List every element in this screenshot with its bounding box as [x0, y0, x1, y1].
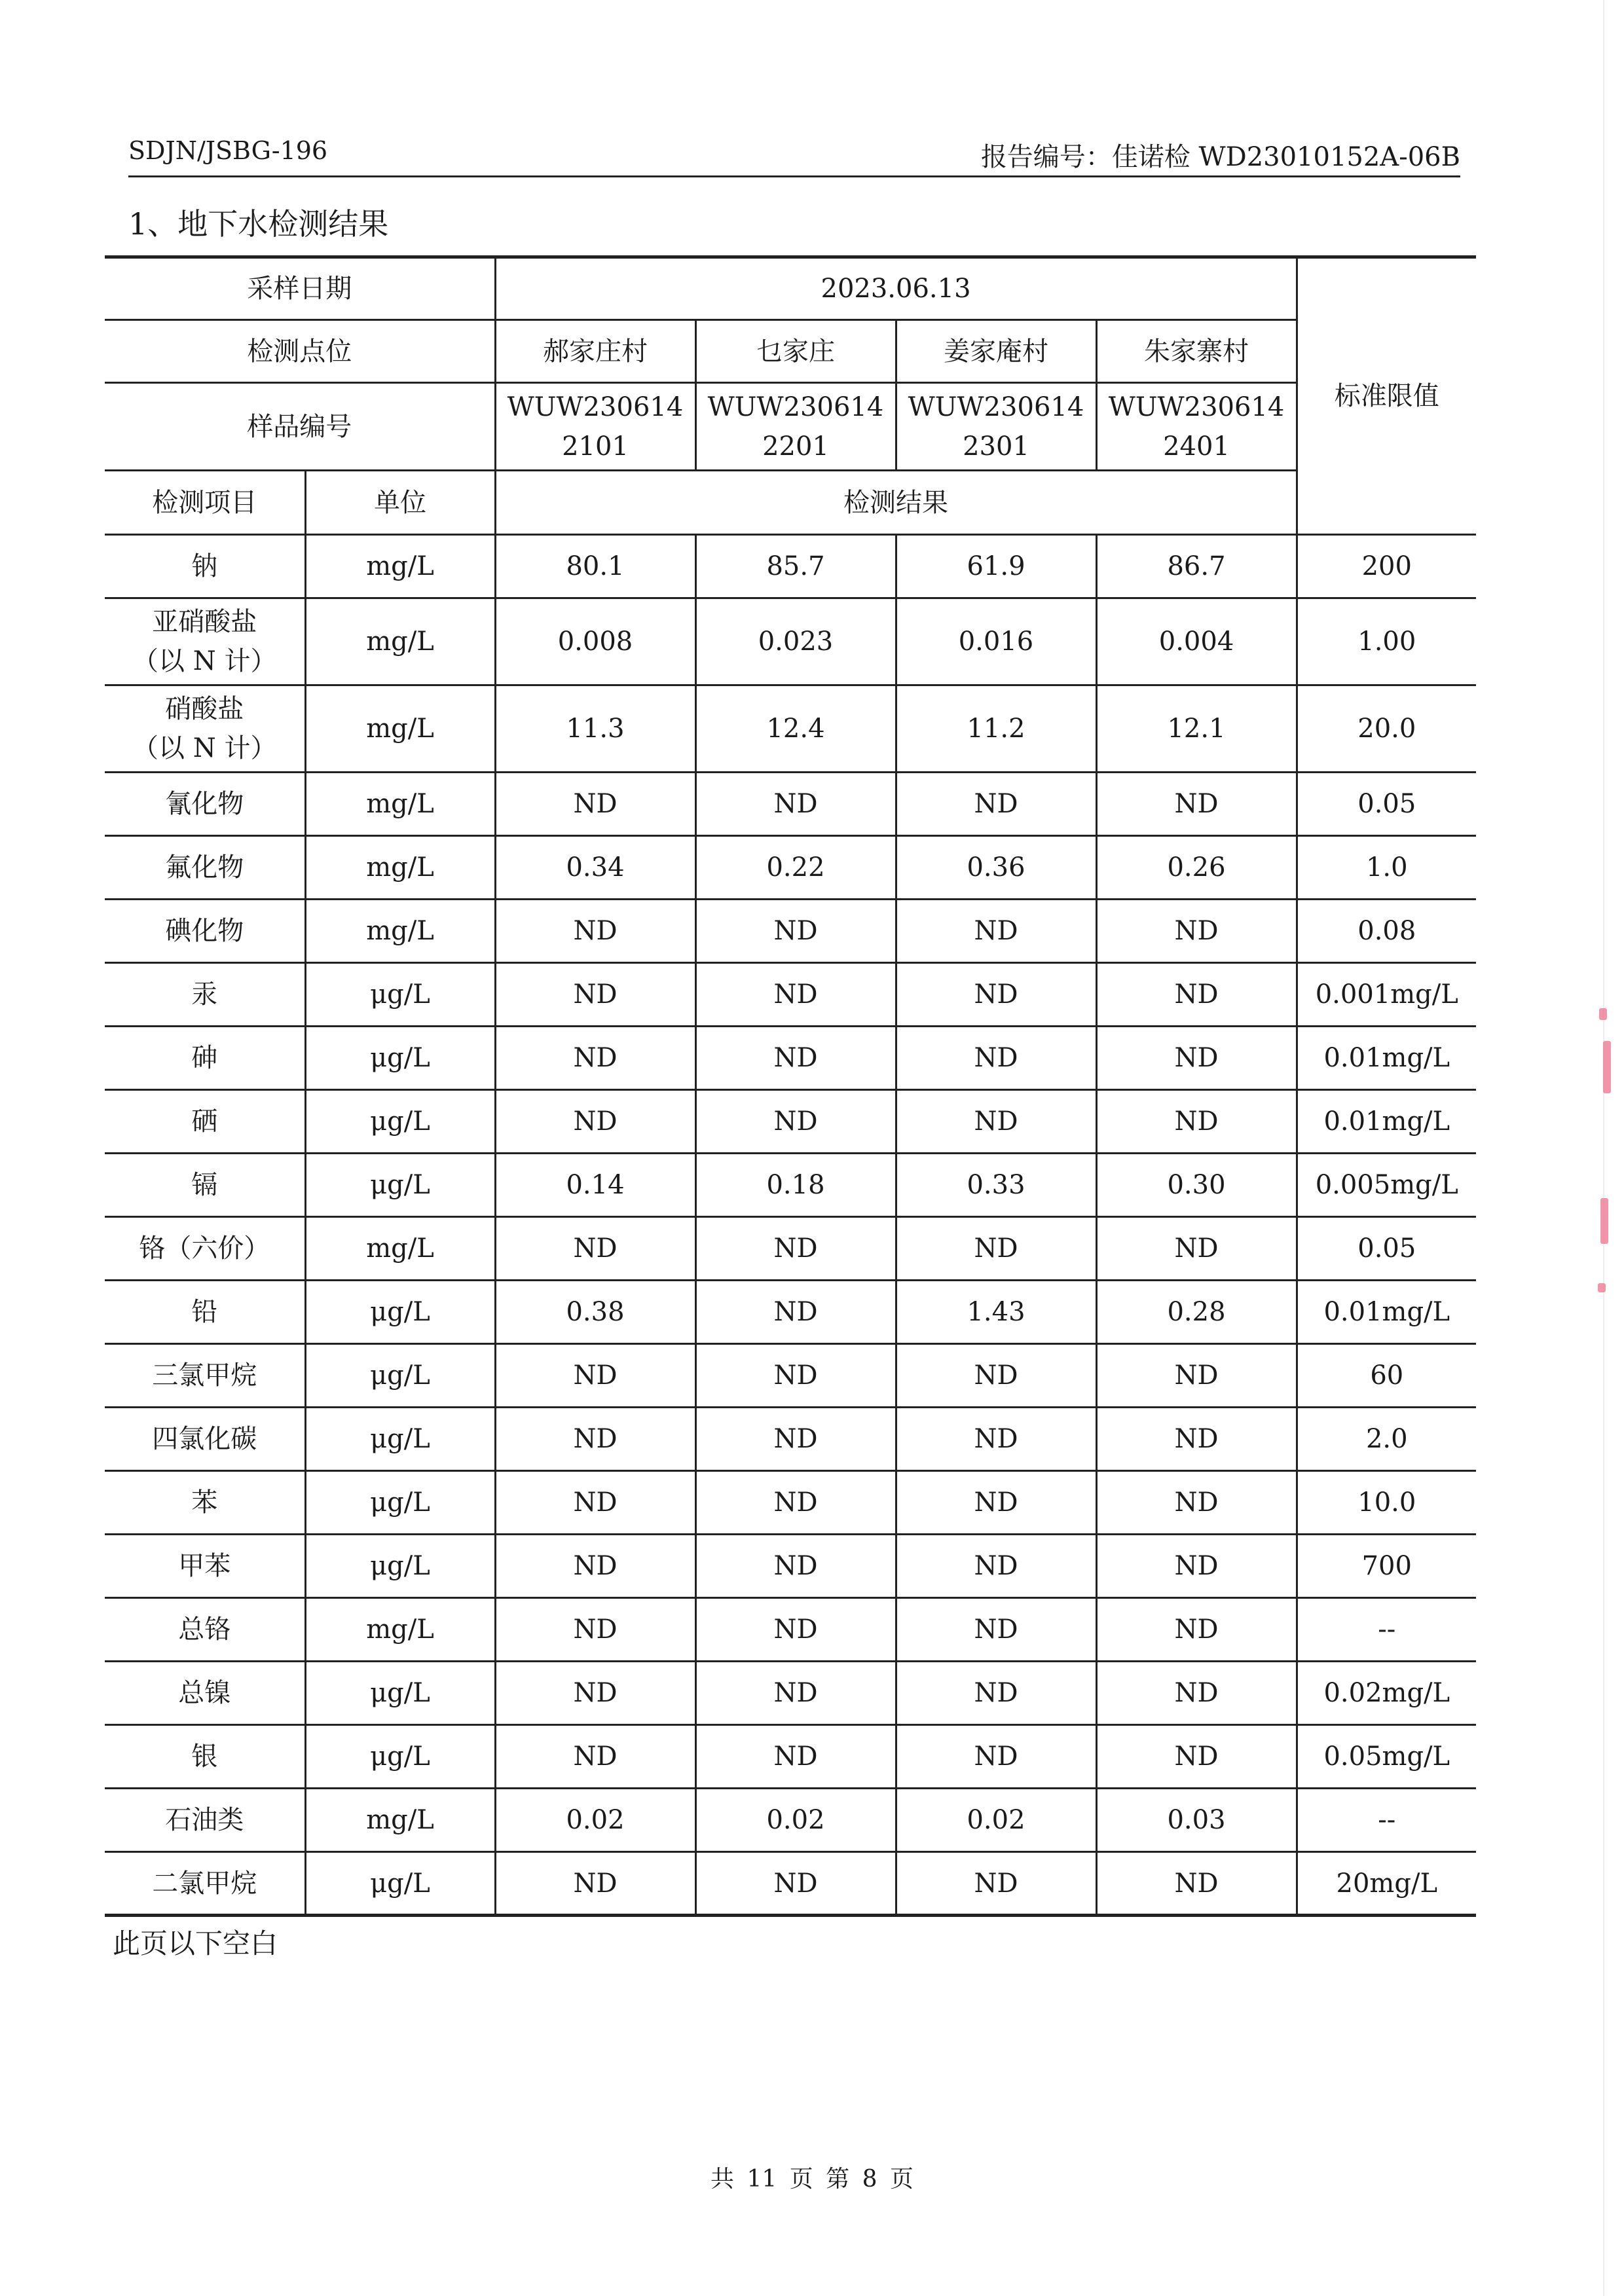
sampling-date-label: 采样日期	[105, 257, 495, 320]
result-cell: 61.9	[896, 535, 1096, 598]
report-number: 报告编号：佳诺检 WD23010152A-06B	[980, 142, 1460, 172]
unit-cell: mg/L	[305, 1789, 495, 1852]
limit-cell: 700	[1297, 1535, 1476, 1598]
limit-cell: 2.0	[1297, 1408, 1476, 1471]
result-cell: ND	[695, 1598, 896, 1662]
item-cell: 石油类	[105, 1789, 305, 1852]
table-row	[105, 1090, 1476, 1154]
result-cell: ND	[695, 1535, 896, 1598]
item-cell: 镉	[105, 1154, 305, 1217]
result-cell: ND	[1096, 1217, 1297, 1281]
table-row	[105, 1344, 1476, 1408]
item-cell: 氟化物	[105, 836, 305, 900]
result-cell: ND	[495, 963, 695, 1027]
result-cell: 0.03	[1096, 1789, 1297, 1852]
item-cell: 碘化物	[105, 900, 305, 963]
limit-cell: 60	[1297, 1344, 1476, 1408]
result-cell: ND	[1096, 1852, 1297, 1916]
result-cell: ND	[495, 1090, 695, 1154]
unit-cell: mg/L	[305, 685, 495, 773]
result-cell: ND	[495, 900, 695, 963]
section-title: 1、地下水检测结果	[128, 206, 389, 242]
result-cell: 0.18	[695, 1154, 896, 1217]
table-row	[105, 535, 1476, 598]
result-cell: 0.38	[495, 1281, 695, 1344]
unit-cell: μg/L	[305, 1662, 495, 1725]
result-cell: ND	[495, 1662, 695, 1725]
result-cell: ND	[695, 1090, 896, 1154]
sample-no-label: 样品编号	[105, 383, 495, 471]
seal-fragment	[1599, 1008, 1607, 1020]
result-cell: ND	[1096, 1027, 1297, 1090]
result-cell: 0.28	[1096, 1281, 1297, 1344]
item-cell: 银	[105, 1725, 305, 1789]
result-cell: ND	[495, 1852, 695, 1916]
result-cell: ND	[896, 1027, 1096, 1090]
result-cell: 0.26	[1096, 836, 1297, 900]
unit-cell: mg/L	[305, 598, 495, 685]
sample-id-cell: WUW230614 2201	[695, 383, 896, 471]
result-cell: ND	[1096, 1725, 1297, 1789]
item-cell: 铅	[105, 1281, 305, 1344]
result-cell: ND	[695, 900, 896, 963]
limit-cell: 10.0	[1297, 1471, 1476, 1535]
unit-cell: mg/L	[305, 1598, 495, 1662]
limit-cell: 0.01mg/L	[1297, 1090, 1476, 1154]
result-cell: 0.008	[495, 598, 695, 685]
limit-cell: 0.001mg/L	[1297, 963, 1476, 1027]
unit-header: 单位	[305, 471, 495, 535]
unit-cell: μg/L	[305, 1090, 495, 1154]
sampling-date-value: 2023.06.13	[495, 257, 1297, 320]
table-row	[105, 1471, 1476, 1535]
unit-cell: μg/L	[305, 1535, 495, 1598]
result-cell: ND	[896, 1471, 1096, 1535]
unit-cell: μg/L	[305, 1725, 495, 1789]
result-cell: ND	[495, 1344, 695, 1408]
table-row	[105, 1281, 1476, 1344]
location-cell: 姜家庵村	[896, 320, 1096, 383]
unit-cell: μg/L	[305, 1852, 495, 1916]
result-cell: 11.2	[896, 685, 1096, 773]
limit-cell: --	[1297, 1789, 1476, 1852]
limit-cell: 0.01mg/L	[1297, 1027, 1476, 1090]
result-cell: ND	[695, 1725, 896, 1789]
unit-cell: μg/L	[305, 1154, 495, 1217]
result-cell: ND	[1096, 963, 1297, 1027]
result-cell: ND	[896, 773, 1096, 836]
result-cell: ND	[495, 1408, 695, 1471]
result-cell: 85.7	[695, 535, 896, 598]
location-cell: 朱家寨村	[1096, 320, 1297, 383]
limit-cell: 0.01mg/L	[1297, 1281, 1476, 1344]
result-cell: ND	[896, 1535, 1096, 1598]
result-cell: 12.4	[695, 685, 896, 773]
item-header: 检测项目	[105, 471, 305, 535]
item-cell: 砷	[105, 1027, 305, 1090]
result-cell: ND	[896, 1725, 1096, 1789]
unit-cell: μg/L	[305, 1344, 495, 1408]
result-cell: ND	[695, 963, 896, 1027]
result-cell: 0.33	[896, 1154, 1096, 1217]
table-row	[105, 1535, 1476, 1598]
sample-id-cell: WUW230614 2301	[896, 383, 1096, 471]
result-cell: ND	[896, 1344, 1096, 1408]
result-cell: 86.7	[1096, 535, 1297, 598]
item-cell: 总铬	[105, 1598, 305, 1662]
seal-fragment	[1600, 1198, 1608, 1244]
result-cell: 0.14	[495, 1154, 695, 1217]
unit-cell: μg/L	[305, 1408, 495, 1471]
table-row	[105, 1662, 1476, 1725]
result-cell: ND	[896, 1662, 1096, 1725]
result-cell: 0.02	[495, 1789, 695, 1852]
sample-id-cell: WUW230614 2101	[495, 383, 695, 471]
unit-cell: μg/L	[305, 1471, 495, 1535]
item-cell: 亚硝酸盐 （以 N 计）	[105, 598, 305, 685]
location-cell: 乜家庄	[695, 320, 896, 383]
item-cell: 汞	[105, 963, 305, 1027]
result-cell: 1.43	[896, 1281, 1096, 1344]
unit-cell: μg/L	[305, 963, 495, 1027]
standard-limit-header: 标准限值	[1297, 257, 1476, 535]
result-cell: 80.1	[495, 535, 695, 598]
result-cell: ND	[1096, 1471, 1297, 1535]
table-row	[105, 773, 1476, 836]
result-cell: 0.30	[1096, 1154, 1297, 1217]
result-cell: ND	[695, 1027, 896, 1090]
table-row	[105, 598, 1476, 685]
table-row	[105, 1789, 1476, 1852]
item-cell: 钠	[105, 535, 305, 598]
limit-cell: 0.08	[1297, 900, 1476, 963]
result-cell: ND	[495, 1027, 695, 1090]
item-cell: 三氯甲烷	[105, 1344, 305, 1408]
result-cell: ND	[1096, 1090, 1297, 1154]
result-cell: ND	[695, 1852, 896, 1916]
result-cell: ND	[1096, 1408, 1297, 1471]
result-cell: 11.3	[495, 685, 695, 773]
result-cell: 0.34	[495, 836, 695, 900]
result-cell: ND	[896, 1852, 1096, 1916]
result-cell: ND	[896, 1090, 1096, 1154]
result-cell: ND	[495, 1471, 695, 1535]
result-cell: 0.02	[695, 1789, 896, 1852]
result-cell: ND	[695, 1408, 896, 1471]
header-divider	[128, 175, 1460, 177]
limit-cell: 0.02mg/L	[1297, 1662, 1476, 1725]
result-cell: ND	[495, 773, 695, 836]
groundwater-results-table	[105, 255, 1476, 1917]
result-cell: ND	[695, 1217, 896, 1281]
limit-cell: 0.05mg/L	[1297, 1725, 1476, 1789]
result-cell: ND	[896, 1598, 1096, 1662]
location-cell: 郝家庄村	[495, 320, 695, 383]
result-cell: ND	[1096, 1598, 1297, 1662]
result-cell: 0.36	[896, 836, 1096, 900]
result-cell: 0.22	[695, 836, 896, 900]
limit-cell: 0.005mg/L	[1297, 1154, 1476, 1217]
result-cell: ND	[695, 1344, 896, 1408]
sample-id-cell: WUW230614 2401	[1096, 383, 1297, 471]
result-cell: ND	[695, 1281, 896, 1344]
result-cell: ND	[1096, 1662, 1297, 1725]
table-row	[105, 1852, 1476, 1916]
limit-cell: 1.0	[1297, 836, 1476, 900]
result-cell: ND	[896, 900, 1096, 963]
item-cell: 铬（六价）	[105, 1217, 305, 1281]
result-cell: ND	[1096, 1344, 1297, 1408]
table-row	[105, 1217, 1476, 1281]
limit-cell: 20mg/L	[1297, 1852, 1476, 1916]
unit-cell: mg/L	[305, 1217, 495, 1281]
unit-cell: mg/L	[305, 900, 495, 963]
item-cell: 氰化物	[105, 773, 305, 836]
limit-cell: 200	[1297, 535, 1476, 598]
seal-fragment	[1598, 1283, 1606, 1292]
result-cell: ND	[1096, 900, 1297, 963]
table-row	[105, 1154, 1476, 1217]
seal-fragment	[1603, 1041, 1611, 1093]
result-cell: ND	[896, 963, 1096, 1027]
item-cell: 四氯化碳	[105, 1408, 305, 1471]
item-cell: 硒	[105, 1090, 305, 1154]
item-cell: 硝酸盐 （以 N 计）	[105, 685, 305, 773]
limit-cell: 0.05	[1297, 1217, 1476, 1281]
result-cell: 0.02	[896, 1789, 1096, 1852]
item-cell: 甲苯	[105, 1535, 305, 1598]
result-cell: ND	[1096, 773, 1297, 836]
result-cell: ND	[695, 1662, 896, 1725]
result-cell: 0.004	[1096, 598, 1297, 685]
table-row	[105, 836, 1476, 900]
table-row	[105, 1027, 1476, 1090]
limit-cell: 1.00	[1297, 598, 1476, 685]
table-row	[105, 1598, 1476, 1662]
result-cell: ND	[495, 1598, 695, 1662]
item-cell: 二氯甲烷	[105, 1852, 305, 1916]
unit-cell: mg/L	[305, 836, 495, 900]
result-cell: ND	[896, 1217, 1096, 1281]
result-cell: ND	[695, 1471, 896, 1535]
result-cell: ND	[495, 1217, 695, 1281]
table-row	[105, 1408, 1476, 1471]
result-cell: ND	[896, 1408, 1096, 1471]
table-row	[105, 963, 1476, 1027]
location-label: 检测点位	[105, 320, 495, 383]
result-cell: ND	[695, 773, 896, 836]
page-number: 共 11 页 第 8 页	[710, 2166, 913, 2193]
unit-cell: μg/L	[305, 1281, 495, 1344]
document-code: SDJN/JSBG-196	[128, 136, 328, 165]
result-cell: ND	[495, 1535, 695, 1598]
limit-cell: 0.05	[1297, 773, 1476, 836]
result-cell: ND	[495, 1725, 695, 1789]
results-header: 检测结果	[495, 471, 1297, 535]
result-cell: ND	[1096, 1535, 1297, 1598]
unit-cell: mg/L	[305, 773, 495, 836]
limit-cell: --	[1297, 1598, 1476, 1662]
table-row	[105, 900, 1476, 963]
limit-cell: 20.0	[1297, 685, 1476, 773]
item-cell: 苯	[105, 1471, 305, 1535]
table-row	[105, 685, 1476, 773]
unit-cell: mg/L	[305, 535, 495, 598]
result-cell: 0.016	[896, 598, 1096, 685]
item-cell: 总镍	[105, 1662, 305, 1725]
unit-cell: μg/L	[305, 1027, 495, 1090]
blank-below-note: 此页以下空白	[113, 1927, 278, 1959]
result-cell: 0.023	[695, 598, 896, 685]
scan-edge-line	[1603, 0, 1604, 2296]
table-row	[105, 1725, 1476, 1789]
result-cell: 12.1	[1096, 685, 1297, 773]
